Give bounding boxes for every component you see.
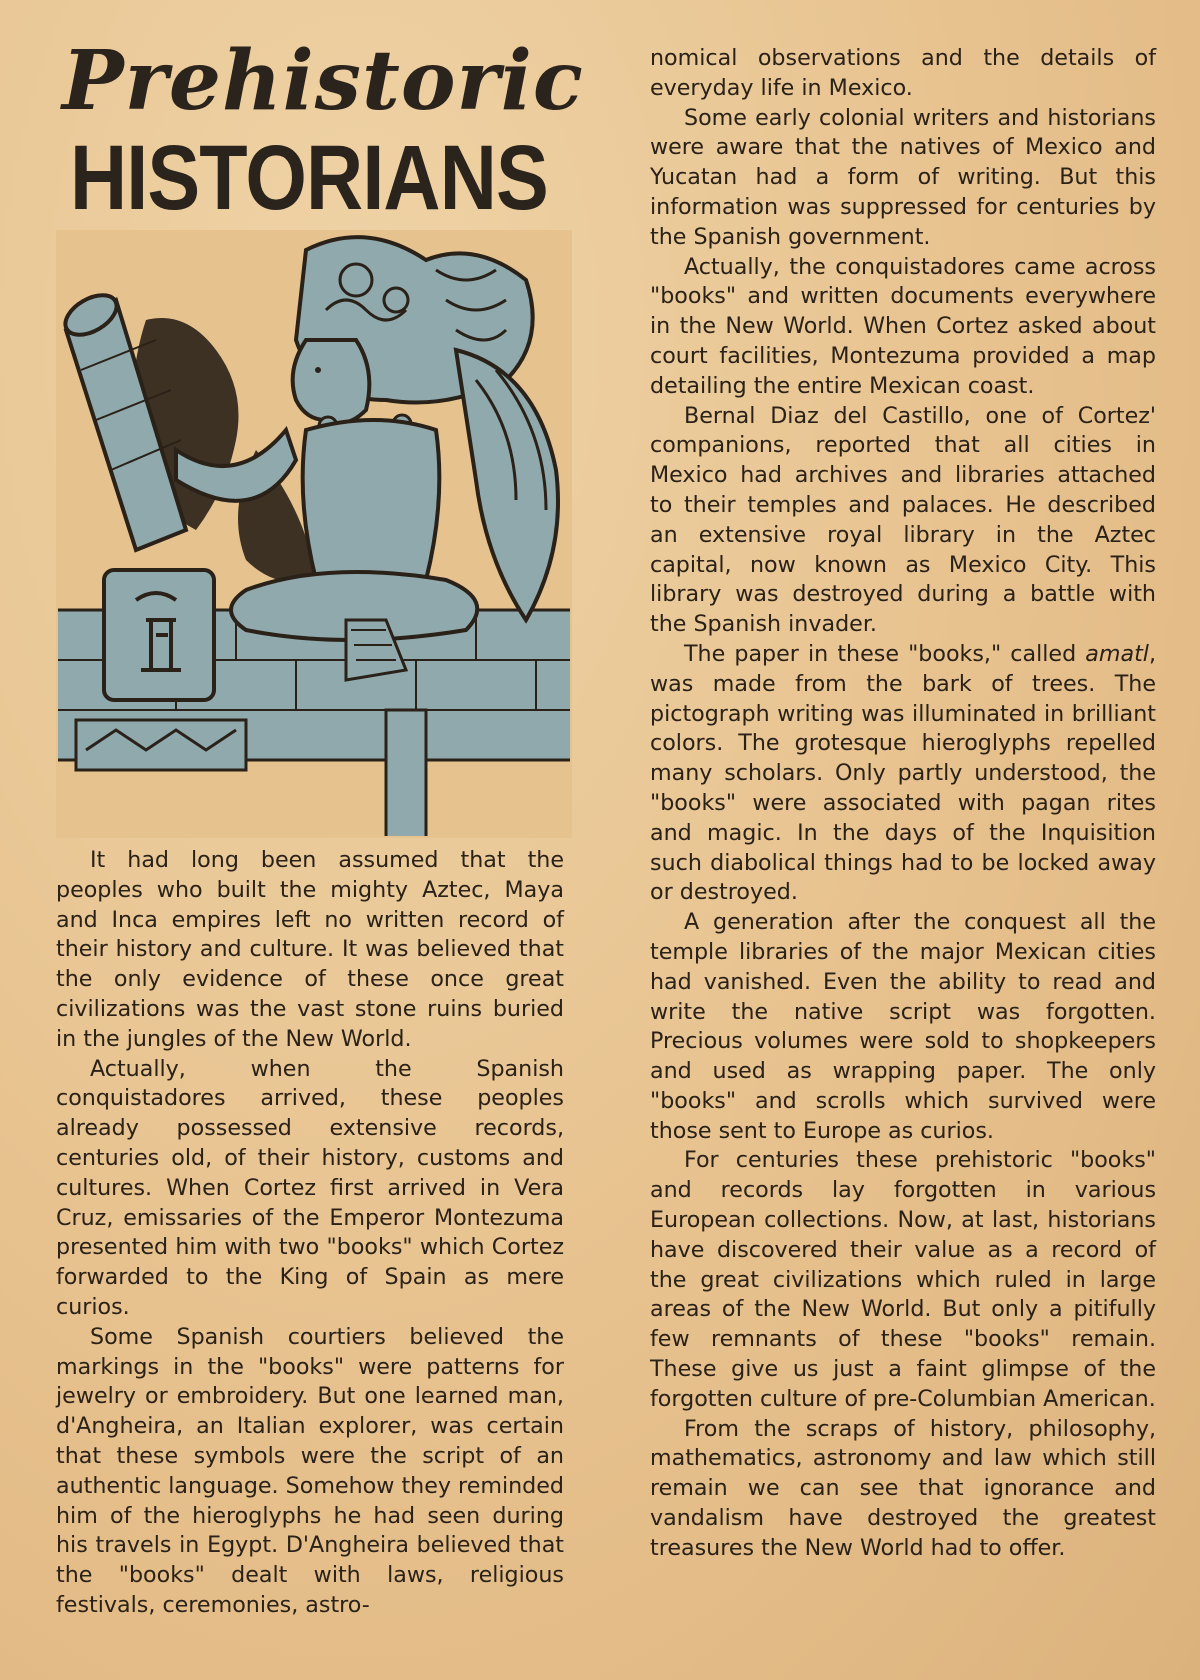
title-prehistoric: Prehistoric — [62, 33, 584, 129]
left-column — [56, 846, 564, 1621]
glyph-frieze — [76, 720, 246, 770]
paragraph-bernal-diaz: Bernal Diaz del Castillo, one of Cortez' companions, reported that all cities in Mexico had archives and libraries attached to their temples and palaces. He described an extensive royal library in the Aztec capital, now known as Mexico City. This library was destroyed during a battle with the Spanish invader. — [650, 402, 1156, 638]
paragraph-generation-after: A generation after the conquest all the temple libraries of the major Mexican cities had vanished. Even the ability to read and write the native script was forgotten. Precious volumes were sold to shopkeepers and used as wrapping paper. The only "books" and scrolls which survived were those sent to Europe as curios. — [650, 909, 1156, 1144]
paragraph-conquistadores-books: Actually, the conquistadores came across "books" and written documents everywhere in the New World. When Cortez asked about court facilities, Montezuma provided a map detailing the entire Mexican coast. — [650, 253, 1156, 399]
stone-post — [386, 710, 426, 838]
figure-head — [293, 340, 370, 423]
paragraph-colonial-writers: Some early colonial writers and historians were aware that the natives of Mexico and Yucatan had a form of writing. But this information was suppressed for centuries by the Spanish government. — [650, 104, 1156, 250]
paragraph-amatl-paper — [650, 640, 1156, 908]
aztec-scribe-illustration — [56, 230, 572, 838]
paragraph-for-centuries: For centuries these prehistoric "books" and records lay forgotten in various European collections. Now, at last, historians have discovered their value as a record of the great civilizations which ruled in large areas of the New World. But only a pitifully few remnants of these "books" remain. These give us just a faint glimpse of the forgotten culture of pre-Columbian American. — [650, 1147, 1156, 1412]
amatl-term: amatl — [1085, 640, 1149, 667]
aztec-scribe-drawing — [56, 230, 572, 838]
paragraph-actually-records: Actually, when the Spanish conquistadores arrived, these peoples already possessed extensive records, centuries old, of their history, customs and cultures. When Cortez first arrived in Vera Cruz, emissaries of the Emperor Montezuma presented him with two "books" which Cortez forwarded to the King of Spain as mere curios. — [56, 1055, 564, 1320]
amatl-text-before: The paper in these "books," called — [684, 640, 1086, 667]
paragraph-courtiers: Some Spanish courtiers believed the markings in the "books" were patterns for jewelry or embroidery. But one learned man, d'Angheira, an Italian explorer, was certain that these symbols were the script of an authentic language. Somehow they reminded him of the hieroglyphs he had seen during his travels in Egypt. D'Angheira believed that the "books" dealt with laws, religious festivals, ceremonies, astro- — [56, 1323, 564, 1618]
title-historians: HISTORIANS — [70, 127, 548, 229]
amatl-text-after: , was made from the bark of trees. The pictograph writing was illuminated in brilliant colors. The grotesque hieroglyphs repelled many scholars. Only partly understood, the "books" were associated with pagan rites and magic. In the days of the Inquisition such diabolical things had to be locked away or destroyed. — [650, 640, 1156, 906]
figure-torso — [303, 420, 440, 590]
paragraph-assumption: It had long been assumed that the peoples who built the mighty Aztec, Maya and Inca empires left no written record of their history and culture. It was believed that the only evidence of these once great civilizations was the vast stone ruins buried in the jungles of the New World. — [56, 847, 564, 1052]
right-column — [650, 44, 1156, 1564]
paragraph-continuation: nomical observations and the details of everyday life in Mexico. — [650, 45, 1156, 101]
paragraph-scraps-of-history: From the scraps of history, philosophy, mathematics, astronomy and law which still remain we can see that ignorance and vandalism have destroyed the greatest treasures the New World had to offer. — [650, 1415, 1156, 1561]
